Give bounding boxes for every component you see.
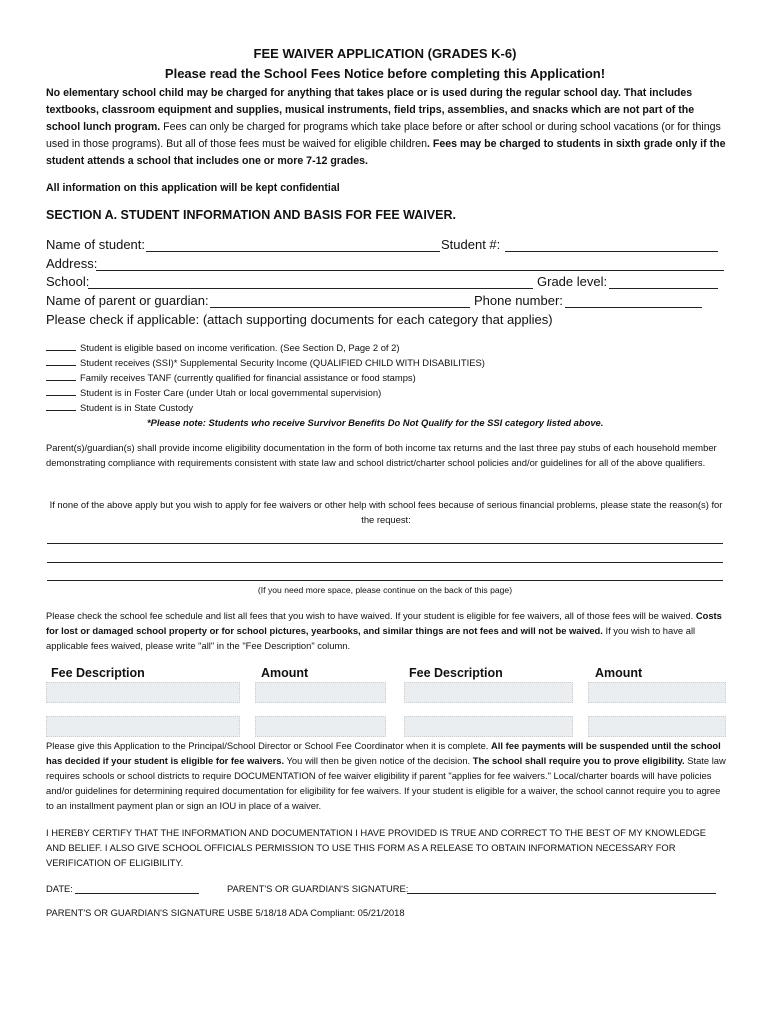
checklist-label: Student receives (SSI)* Supplemental Security Income (QUALIFIED CHILD WITH DISABILITIES)	[80, 357, 485, 368]
checklist-label: Student is in Foster Care (under Utah or local governmental supervision)	[80, 387, 382, 398]
fee-instr-part2: If you wish to have all applicable fees waived, please write "all" in the "Fee Description" column.	[46, 625, 696, 651]
fee-description-cell[interactable]	[404, 716, 573, 737]
amount-header: Amount	[261, 666, 309, 680]
certification-paragraph: I HEREBY CERTIFY THAT THE INFORMATION AND DOCUMENTATION I HAVE PROVIDED IS TRUE AND CORRECT TO THE BEST OF MY KNOWLEDGE AND BELIEF. I ALSO GIVE SCHOOL OFFICIALS PERMISSION TO USE THIS FORM AS A RELEASE TO OBTAIN INFORMATION NECESSARY FOR VERIFICATION OF ELIGIBILITY.	[46, 827, 706, 868]
submit-bold-1: All fee payments will be suspended until the school has decided if your student is eligible for fee waivers.	[46, 740, 721, 766]
phone-field[interactable]	[565, 292, 702, 308]
parent-name-label: Name of parent or guardian:	[46, 293, 209, 308]
reason-line[interactable]	[47, 543, 723, 544]
amount-cell[interactable]	[255, 716, 386, 737]
checklist-label: Family receives TANF (currently qualified for financial assistance or food stamps)	[80, 372, 416, 383]
checklist-item	[46, 340, 399, 355]
fee-description-header: Fee Description	[409, 666, 503, 680]
checkbox-line-income[interactable]	[46, 340, 76, 351]
date-label: DATE:	[46, 883, 73, 894]
form-subtitle: Please read the School Fees Notice before completing this Application!	[164, 66, 606, 81]
school-label: School:	[46, 274, 90, 289]
fee-description-cell[interactable]	[46, 716, 240, 737]
checklist-label: Student is in State Custody	[80, 402, 194, 413]
submit-normal-2: You will then be given notice of the decision.	[284, 755, 473, 766]
checkbox-line-ssi[interactable]	[46, 355, 76, 366]
more-space-note: (If you need more space, please continue on the back of this page)	[257, 585, 513, 595]
fee-description-cell[interactable]	[46, 682, 240, 703]
checkbox-line-foster[interactable]	[46, 385, 76, 396]
checklist-label: Student is eligible based on income verification. (See Section D, Page 2 of 2)	[80, 342, 400, 353]
fee-instructions-paragraph	[46, 608, 726, 653]
signature-field[interactable]	[407, 881, 716, 894]
address-field[interactable]	[96, 255, 724, 271]
hardship-paragraph: If none of the above apply but you wish to apply for fee waivers or other help with school fees because of serious financial problems, please state the reason(s) for the request:	[49, 499, 723, 525]
footer-text: PARENT'S OR GUARDIAN'S SIGNATURE USBE 5/18/18 ADA Compliant: 05/21/2018	[46, 907, 405, 918]
school-field[interactable]	[88, 273, 533, 289]
intro-bold-2: . Fees may be charged to students in sixth grade only if the student attends a school that includes one or more 7-12 grades.	[46, 138, 726, 167]
fee-description-cell[interactable]	[404, 682, 573, 703]
fee-instr-part1: Please check the school fee schedule and list all fees that you wish to have waived. If your student is eligible for fee waivers, all of those fees will be waived.	[46, 610, 696, 621]
address-label: Address:	[46, 256, 98, 271]
income-documentation-paragraph: Parent(s)/guardian(s) shall provide income eligibility documentation in the form of both income tax returns and the last three pay stubs of each household member demonstrating compliance with requirements consistent with state law and school district/charter school policies and/or guidelines for all of the above qualifiers.	[46, 442, 717, 468]
submit-normal-1: Please give this Application to the Principal/School Director or School Fee Coordinator when it is complete.	[46, 740, 492, 751]
date-field[interactable]	[75, 881, 199, 894]
confidential-notice: All information on this application will be kept confidential	[46, 182, 340, 194]
submit-bold-2: The school shall require you to prove eligibility.	[472, 755, 685, 766]
checklist-item	[46, 355, 485, 370]
grade-level-label: Grade level:	[537, 274, 608, 289]
intro-bold-1: No elementary school child may be charged for anything that takes place or is used during the regular school day. That includes textbooks, classroom equipment and supplies, musical instruments, field trips, assemblies, and snacks which are not part of the school lunch program.	[46, 87, 695, 133]
checkbox-line-tanf[interactable]	[46, 370, 76, 381]
submit-normal-3: State law requires schools or school districts to require DOCUMENTATION of fee waiver eligibility if parent "applies for fee waivers." Local/charter boards will have policies and/or guidelines for determining required documentation for eligibility for fee waivers. If your student is eligible for a waiver, the school cannot require you to agree to an installment payment plan or sign an IOU in place of a waiver.	[46, 755, 726, 811]
student-name-field[interactable]	[146, 236, 440, 252]
checkbox-line-custody[interactable]	[46, 400, 76, 411]
intro-normal-1: Fees can only be charged for programs which take place before or after school or during school vacations (or for things used in those programs). But all of those fees must be waived for eligible children	[46, 121, 721, 150]
phone-label: Phone number:	[474, 293, 563, 308]
checklist-item	[46, 370, 416, 385]
form-title: FEE WAIVER APPLICATION (GRADES K-6)	[253, 46, 517, 61]
amount-header: Amount	[595, 666, 643, 680]
fee-description-header: Fee Description	[51, 666, 145, 680]
amount-cell[interactable]	[588, 682, 726, 703]
amount-cell[interactable]	[588, 716, 726, 737]
reason-line[interactable]	[47, 562, 723, 563]
parent-name-field[interactable]	[210, 292, 470, 308]
intro-paragraph	[46, 85, 726, 170]
student-number-field[interactable]	[505, 236, 718, 252]
student-number-label: Student #:	[441, 237, 501, 252]
fee-instr-bold: Costs for lost or damaged school property or for school pictures, yearbooks, and similar things are not fees and will not be waived.	[46, 610, 722, 636]
section-a-heading: SECTION A. STUDENT INFORMATION AND BASIS FOR FEE WAIVER.	[46, 208, 456, 222]
student-name-label: Name of student:	[46, 237, 145, 252]
reason-line[interactable]	[47, 580, 723, 581]
check-instructions: Please check if applicable: (attach supporting documents for each category that applies)	[46, 312, 553, 327]
grade-level-field[interactable]	[609, 273, 718, 289]
ssi-note: *Please note: Students who receive Survivor Benefits Do Not Qualify for the SSI category listed above.	[147, 417, 604, 428]
amount-cell[interactable]	[255, 682, 386, 703]
submission-paragraph	[46, 738, 726, 813]
checklist-item	[46, 400, 193, 415]
signature-label: PARENT'S OR GUARDIAN'S SIGNATURE:	[227, 883, 409, 894]
checklist-item	[46, 385, 381, 400]
